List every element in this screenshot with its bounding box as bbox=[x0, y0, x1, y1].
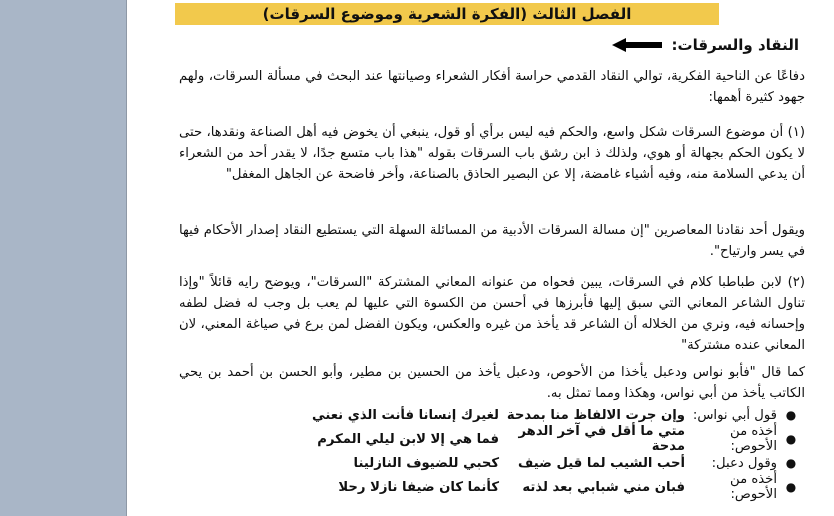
paragraph-point-2: (٢) لابن طباطبا كلام في السرقات، يبين فحواه من عنوانه المعاني المشتركة "السرقات"، ويوضح رايه قائلاً "وإذا تناول الشاعر المعاني التي سبق إليها فأبرزها في أحسن من الكسوة التي عليها لم يعب بل وجب له فضل لطفه وإحسانه فيه، ونري من الخلاله أن الشاعر قد يأخذ من غيره والعكس، ويكون الفضل لمن برع في صياغة المعني، لان المعاني عنده مشتركة" bbox=[179, 275, 805, 353]
paragraph-intro: دفاعًا عن الناحية الفكرية، توالي النقاد القدمي حراسة أفكار الشعراء وصيانتها عند البحث في مسألة السرقات، ولهم جهود كثيرة أهمها: bbox=[179, 69, 805, 105]
poem-first-hemistich: متي ما أقل في آخر الدهر مدحة bbox=[518, 424, 685, 454]
poem-row bbox=[179, 472, 805, 502]
chapter-title: الفصل الثالث (الفكرة الشعرية وموضوع السرقات) bbox=[175, 3, 719, 25]
paragraph-modern-critic: ويقول أحد نقادنا المعاصرين "إن مسالة السرقات الأدبية من المسائلة السهلة التي يستطيع النقاد إصدار الأحكام فيها في يسر وارتياح". bbox=[179, 223, 805, 259]
poem-second-hemistich: كأنما كان ضيفا نازلا رحلا bbox=[338, 479, 499, 495]
bullet-icon: ● bbox=[785, 456, 797, 470]
poem-second-hemistich: لغيرك إنسانا فأنت الذي نعني bbox=[312, 407, 499, 423]
document-page bbox=[126, 0, 834, 516]
poem-first-hemistich: وإن جرت الالفاظ منا بمدحة bbox=[506, 407, 685, 423]
poem-list bbox=[179, 403, 805, 502]
section-heading: النقاد والسرقات: bbox=[671, 36, 799, 54]
bullet-icon: ● bbox=[785, 408, 797, 422]
paragraph-examples-intro: كما قال "فأبو نواس ودعبل يأخذا من الأحوص، ودعبل يأخذ من الحسين بن مطير، وأبو الحسن بن أحمد بن يحي الكاتب يأخذ من أبي نواس، وهكذا ومما تمثل به. bbox=[179, 365, 805, 401]
poem-first-hemistich: فبان مني شبابي بعد لذته bbox=[522, 479, 685, 495]
poem-attribution: أخذه من الأحوص: bbox=[730, 424, 777, 454]
poem-second-hemistich: كحبي للضيوف النازلينا bbox=[353, 455, 499, 471]
poem-first-hemistich: أحب الشيب لما قيل ضيف bbox=[518, 455, 685, 471]
poem-attribution: وقول دعبل: bbox=[711, 455, 777, 471]
paragraph-point-1: (١) أن موضوع السرقات شكل واسع، والحكم فيه ليس برأي أو قول، ينبغي أن يخوض فيه أهل الصناعة ونقدها، حتى لا يكون الحكم بجهالة أو هوي، ولذلك ذ ابن رشق باب السرقات بقوله "هذا باب متسع جدًا، لا يقدر أحد من الشعراء أن يدعي السلامة منه، وفيه أشياء غامضة، إلا عن البصير الحاذق بالصناعة، وأخر فاضحة عن الجاهل المغفل" bbox=[179, 125, 805, 182]
poem-attribution: أخذه من الأحوص: bbox=[730, 472, 777, 502]
poem-row bbox=[179, 424, 805, 454]
poem-attribution: قول أبي نواس: bbox=[692, 407, 777, 423]
bullet-icon: ● bbox=[785, 480, 797, 494]
bullet-icon: ● bbox=[785, 432, 797, 446]
section-heading-row bbox=[612, 36, 799, 54]
left-arrow-icon bbox=[612, 38, 662, 52]
poem-second-hemistich: فما هي إلا لابن ليلي المكرم bbox=[317, 431, 499, 447]
